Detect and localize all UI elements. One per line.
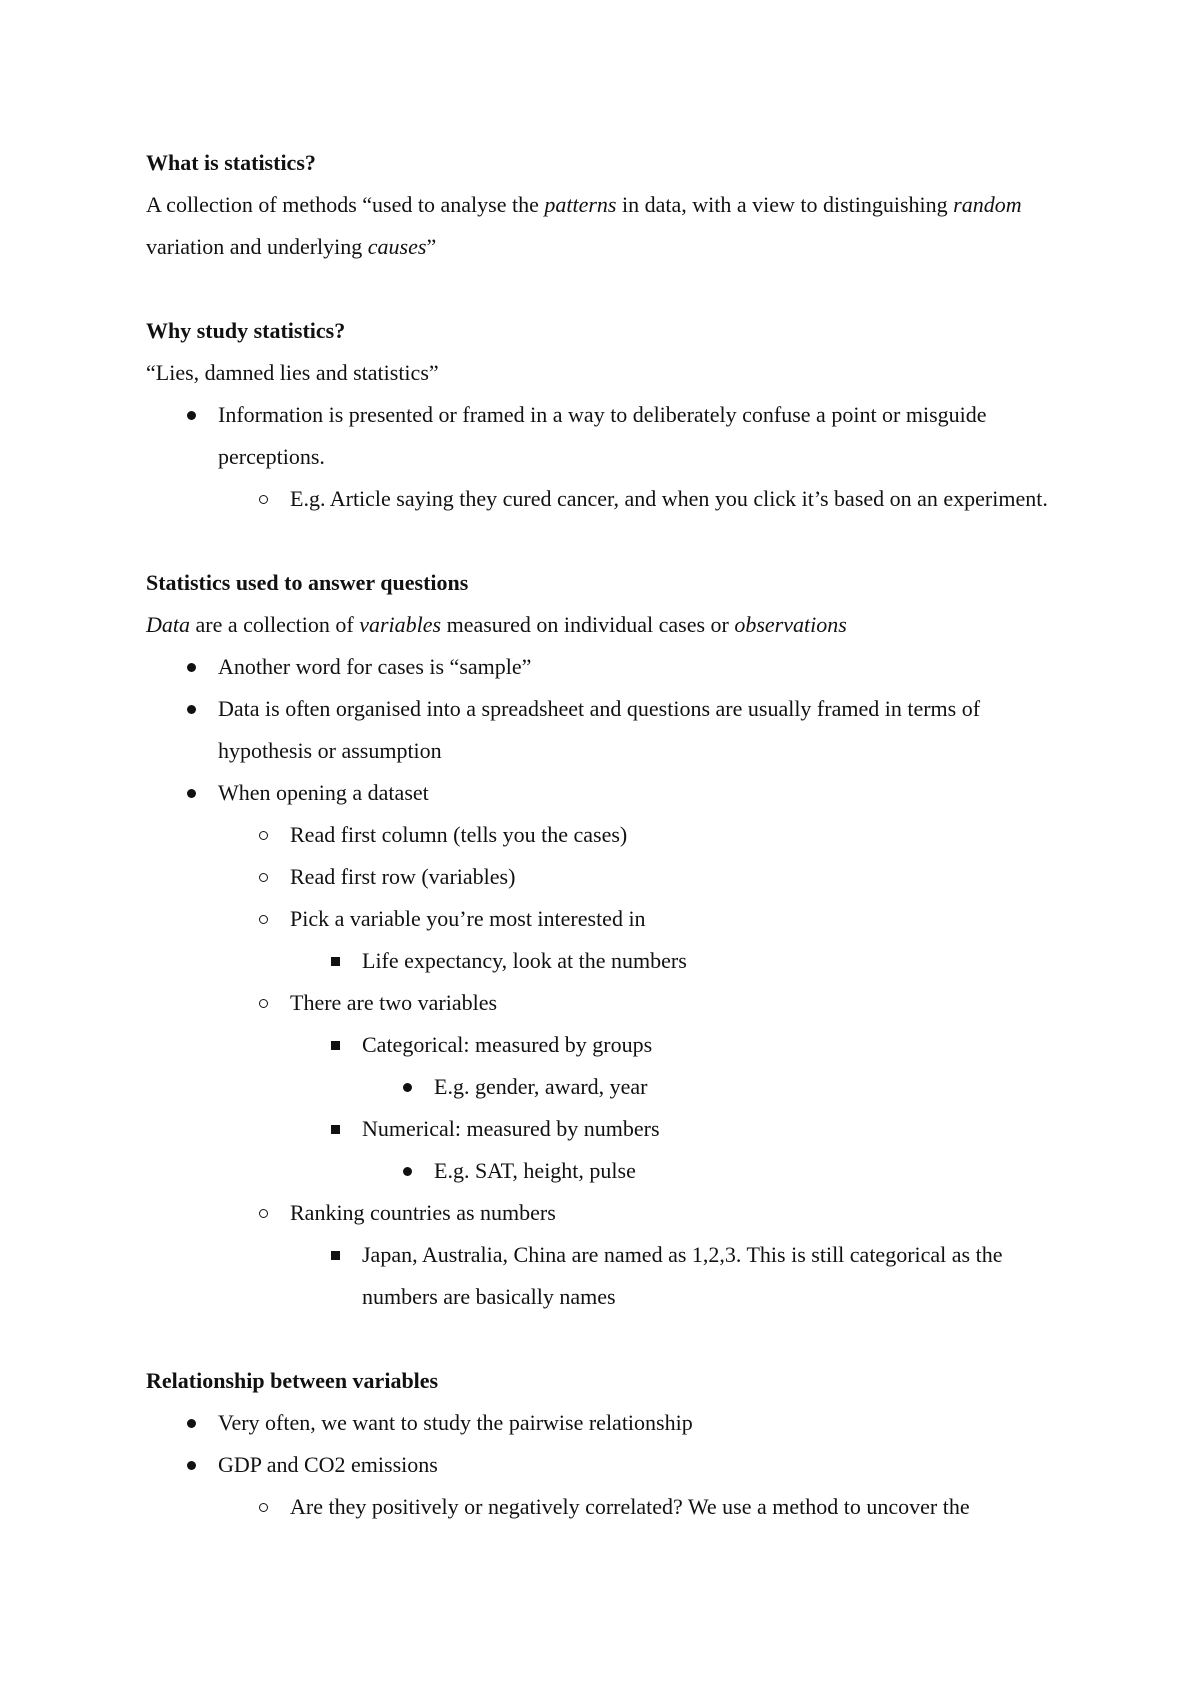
definition-paragraph (146, 184, 1066, 268)
list-item (146, 1234, 1066, 1318)
list-item (146, 772, 1066, 814)
bullet-list (146, 1402, 1066, 1528)
list-item (146, 1486, 1066, 1528)
list-item-text: There are two variables (290, 990, 498, 1015)
list-item (146, 478, 1066, 520)
italic-span: random (953, 192, 1022, 217)
list-item (146, 1444, 1066, 1486)
list-item-text: Pick a variable you’re most interested in (290, 906, 646, 931)
text-span: in data, with a view to distinguishing (616, 192, 954, 217)
list-item (146, 1192, 1066, 1234)
document-body (146, 142, 1066, 1528)
quote-paragraph: “Lies, damned lies and statistics” (146, 360, 439, 385)
list-item-text: Read first column (tells you the cases) (290, 822, 628, 847)
spacer (146, 1318, 1066, 1360)
list-item-text: Another word for cases is “sample” (218, 654, 532, 679)
italic-span: observations (734, 612, 847, 637)
list-item-text: Read first row (variables) (290, 864, 516, 889)
heading-what-is-statistics: What is statistics? (146, 150, 316, 175)
list-item-text: Life expectancy, look at the numbers (362, 948, 687, 973)
list-item (146, 982, 1066, 1024)
list-item (146, 646, 1066, 688)
text-span: are a collection of (190, 612, 360, 637)
text-span: ” (426, 234, 437, 259)
list-item-text: Information is presented or framed in a way to deliberately confuse a point or misguide perceptions. (218, 402, 987, 469)
italic-span: Data (146, 612, 190, 637)
list-item-text: When opening a dataset (218, 780, 429, 805)
list-item (146, 898, 1066, 940)
list-item-text: Japan, Australia, China are named as 1,2,3. This is still categorical as the numbers are basically names (362, 1242, 1003, 1309)
data-definition-paragraph (146, 604, 1066, 646)
list-item-text: GDP and CO2 emissions (218, 1452, 438, 1477)
list-item (146, 940, 1066, 982)
list-item-text: E.g. gender, award, year (434, 1074, 648, 1099)
list-item-text: Data is often organised into a spreadsheet and questions are usually framed in terms of hypothesis or assumption (218, 696, 981, 763)
list-item (146, 1024, 1066, 1066)
list-item-text: Are they positively or negatively correlated? We use a method to uncover the (290, 1494, 970, 1519)
heading-statistics-used: Statistics used to answer questions (146, 570, 469, 595)
text-span: A collection of methods “used to analyse the (146, 192, 545, 217)
text-span: measured on individual cases or (441, 612, 735, 637)
list-item-text: Categorical: measured by groups (362, 1032, 653, 1057)
list-item-text: Numerical: measured by numbers (362, 1116, 660, 1141)
list-item-text: E.g. SAT, height, pulse (434, 1158, 636, 1183)
list-item-text: Very often, we want to study the pairwise relationship (218, 1410, 693, 1435)
list-item (146, 814, 1066, 856)
italic-span: patterns (544, 192, 617, 217)
list-item (146, 1150, 1066, 1192)
heading-why-study-statistics: Why study statistics? (146, 318, 346, 343)
bullet-list (146, 646, 1066, 1318)
list-item-text: E.g. Article saying they cured cancer, and when you click it’s based on an experiment. (290, 486, 1048, 511)
list-item (146, 1402, 1066, 1444)
spacer (146, 268, 1066, 310)
list-item (146, 394, 1066, 478)
list-item (146, 856, 1066, 898)
heading-relationship-between-variables: Relationship between variables (146, 1368, 439, 1393)
bullet-list (146, 394, 1066, 520)
list-item (146, 1108, 1066, 1150)
list-item (146, 1066, 1066, 1108)
text-span: variation and underlying (146, 234, 368, 259)
list-item (146, 688, 1066, 772)
spacer (146, 520, 1066, 562)
italic-span: causes (367, 234, 427, 259)
list-item-text: Ranking countries as numbers (290, 1200, 556, 1225)
italic-span: variables (359, 612, 442, 637)
